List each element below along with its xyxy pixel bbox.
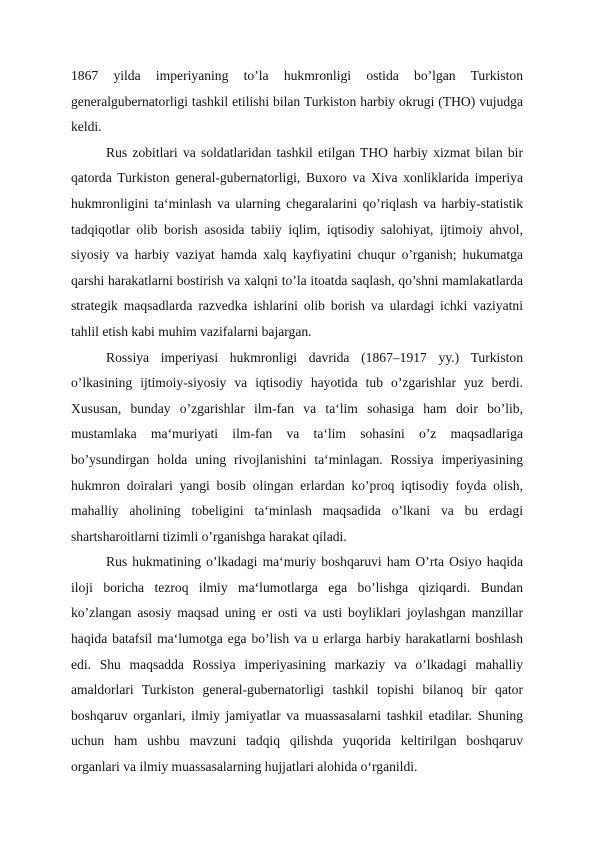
paragraph-2: Rus zobitlari va soldatlaridan tashkil etilgan THO harbiy xizmat bilan bir qatorda Turkiston general-gubernatorligi, Buxoro va Xiva xonliklarida imperiya hukmronligini ta‘minlash va ularning chegaralarini qo’riqlash va harbiy-statistik tadqiqotlar olib borish asosida tabiiy iqlim, iqtisodiy salohiyat, ijtimoiy ahvol, siyosiy va harbiy vaziyat hamda xalq kayfiyatini chuqur o’rganish; hukumatga qarshi harakatlarni bostirish va xalqni to’la itoatda saqlash, qo’shni mamlakatlarda strategik maqsadlarda razvedka ishlarini olib borish va ulardagi ichki vaziyatni tahlil etish kabi muhim vazifalarni bajargan. <box>71 144 523 339</box>
paragraph-3: Rossiya imperiyasi hukmronligi davrida (1867–1917 yy.) Turkiston o’lkasining ijtimoiy-siyosiy va iqtisodiy hayotida tub o’zgarishlar yuz berdi. Xususan, bunday o’zgarishlar ilm-fan va ta‘lim sohasiga ham doir bo’lib, mustamlaka ma‘muriyati ilm-fan va ta‘lim sohasini o’z maqsadlariga bo’ysundirgan holda uning rivojlanishini ta‘minlagan. Rossiya imperiyasining hukmron doiralari yangi bosib olingan erlardan ko’proq iqtisodiy foyda olish, mahalliy aholining tobeligini ta‘minlash maqsadida o’lkani va bu erdagi shartsharoitlarni tizimli o’rganishga harakat qiladi. <box>71 349 523 544</box>
paragraph-4: Rus hukmatining o’lkadagi ma‘muriy boshqaruvi ham O’rta Osiyo haqida iloji boricha tezroq ilmiy ma‘lumotlarga ega bo’lishga qiziqardi. Bundan ko’zlangan asosiy maqsad uning er osti va usti boyliklari joylashgan manzillar haqida batafsil ma‘lumotga ega bo’lish va u erlarga harbiy harakatlarni boshlash edi. Shu maqsadda Rossiya imperiyasining markaziy va o’lkadagi mahalliy amaldorlari Turkiston general-gubernatorligi tashkil topishi bilanoq bir qator boshqaruv organlari, ilmiy jamiyatlar va muassasalarni tashkil etadilar. Shuning uchun ham ushbu mavzuni tadqiq qilishda yuqorida keltirilgan boshqaruv organlari va ilmiy muassasalarning hujjatlari alohida o‘rganildi. <box>71 554 523 775</box>
document-body <box>71 63 523 780</box>
paragraph-1: 1867 yilda imperiyaning to’la hukmronligi ostida bo’lgan Turkiston generalgubernatorligi tashkil etilishi bilan Turkiston harbiy okrugi (THO) vujudga keldi. <box>71 68 523 135</box>
